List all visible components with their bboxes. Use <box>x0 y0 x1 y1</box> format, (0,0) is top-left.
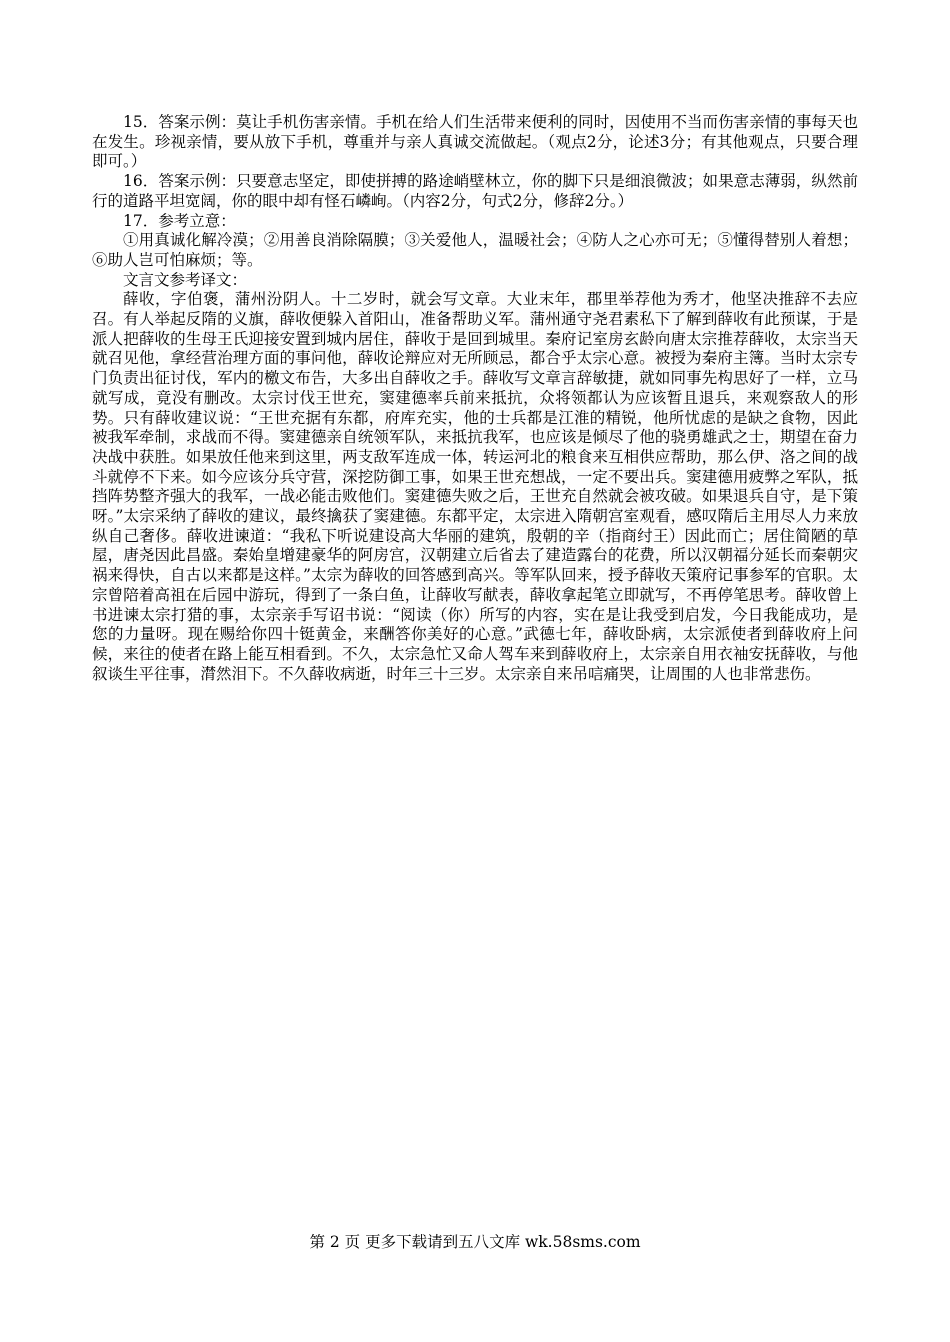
answer-15: 15．答案示例：莫让手机伤害亲情。手机在给人们生活带来便利的同时，因使用不当而伤害亲情的事每天也在发生。珍视亲情，要从放下手机，尊重并与亲人真诚交流做起。（观点2分，论述3分；有其他观点，只要合理即可。） <box>92 113 858 171</box>
translation-body: 薛收，字伯褒，蒲州汾阴人。十二岁时，就会写文章。大业末年，郡里举荐他为秀才，他坚决推辞不去应召。有人举起反隋的义旗，薛收便躲入首阳山，准备帮助义军。蒲州通守尧君素私下了解到薛收有此预谋，于是派人把薛收的生母王氏迎接安置到城内居住，薛收于是回到城里。秦府记室房玄龄向唐太宗推荐薛收，太宗当天就召见他，拿经营治理方面的事问他，薛收论辩应对无所顾忌，都合乎太宗心意。被授为秦府主簿。当时太宗专门负责出征讨伐，军内的檄文布告，大多出自薛收之手。薛收写文章言辞敏捷，就如同事先构思好了一样，立马就写成，竟没有删改。太宗讨伐王世充，窦建德率兵前来抵抗，众将领都认为应该暂且退兵，来观察敌人的形势。只有薛收建议说：“王世充据有东都，府库充实，他的士兵都是江淮的精锐，他所忧虑的是缺之食物，因此被我军牵制，求战而不得。窦建德亲自统领军队，来抵抗我军，也应该是倾尽了他的骁勇雄武之士，期望在奋力决战中获胜。如果放任他来到这里，两支敌军连成一体，转运河北的粮食来互相供应帮助，那么伊、洛之间的战斗就停不下来。如今应该分兵守营，深挖防御工事，如果王世充想战，一定不要出兵。窦建德用疲弊之军队，抵挡阵势整齐强大的我军，一战必能击败他们。窦建德失败之后，王世充自然就会被攻破。如果退兵自守，是下策呀。”太宗采纳了薛收的建议，最终擒获了窦建德。东都平定，太宗进入隋朝宫室观看，感叹隋后主用尽人力来放纵自己奢侈。薛收进谏道：“我私下听说建设高大华丽的建筑，殷朝的辛（指商纣王）因此而亡；居住简陋的草屋，唐尧因此昌盛。秦始皇增建豪华的阿房宫，汉朝建立后省去了建造露台的花费，所以汉朝福分延长而秦朝灾祸来得快，自古以来都是这样。”太宗为薛收的回答感到高兴。等军队回来，授予薛收天策府记事参军的官职。太宗曾陪着高祖在后园中游玩，得到了一条白鱼，让薛收写献表，薛收拿起笔立即就写，不再停笔思考。薛收曾上书进谏太宗打猎的事，太宗亲手写诏书说：“阅读（你）所写的内容，实在是让我受到启发，今日我能成功，是您的力量呀。现在赐给你四十铤黄金，来酬答你美好的心意。”武德七年，薛收卧病，太宗派使者到薛收府上问候，来往的使者在路上能互相看到。不久，太宗急忙又命人驾车来到薛收府上，太宗亲自用衣袖安抚薛收，与他叙谈生平往事，潸然泪下。不久薛收病逝，时年三十三岁。太宗亲自来吊唁痛哭，让周围的人也非常悲伤。 <box>92 290 858 683</box>
page-content <box>92 113 858 684</box>
answer-17-title: 17．参考立意： <box>123 211 236 230</box>
answer-16: 16．答案示例：只要意志坚定，即使拼搏的路途峭壁林立，你的脚下只是细浪微波；如果意志薄弱，纵然前行的道路平坦宽阔，你的眼中却有怪石嶙峋。（内容2分，句式2分，修辞2分。） <box>92 172 858 210</box>
answer-17-points: ①用真诚化解冷漠；②用善良消除隔膜；③关爱他人，温暖社会；④防人之心亦可无；⑤懂得替别人着想；⑥助人岂可怕麻烦；等。 <box>92 231 858 269</box>
page-footer: 第 2 页 更多下载请到五八文库 wk.58sms.com <box>309 1233 641 1251</box>
translation-heading: 文言文参考译文： <box>123 270 248 289</box>
